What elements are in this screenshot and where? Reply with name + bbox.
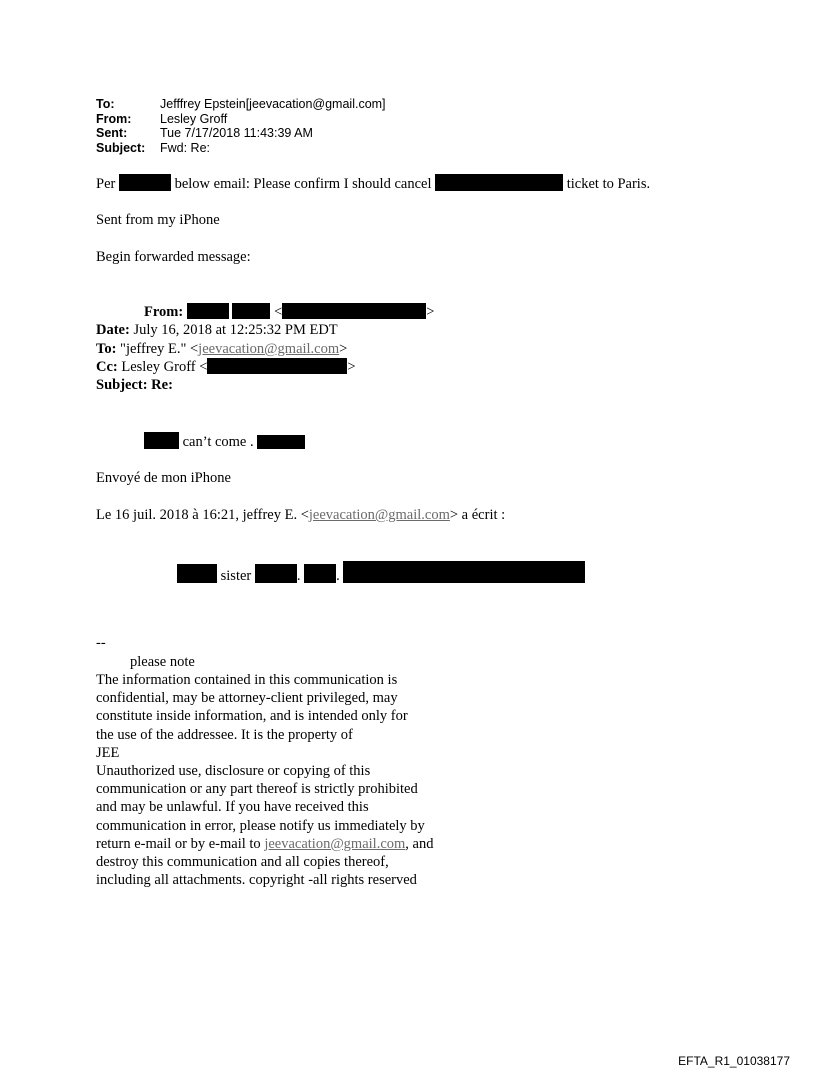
disclaimer-line: The information contained in this communication is [96,672,398,688]
disclaimer-line: confidential, may be attorney-client privileged, may [96,690,398,707]
disclaimer-line: communication or any part thereof is strictly prohibited [96,781,418,798]
disclaimer-line: destroy this communication and all copies thereof, [96,854,389,871]
redaction-box [343,561,585,583]
fwd-to-gt: > [339,341,348,357]
redaction-box [187,303,229,319]
redaction-box [255,564,297,583]
disclaimer-line: and may be unlawful. If you have received this [96,799,369,816]
fwd-from-gt: > [426,304,435,320]
quoted-sister: sister [220,568,252,584]
body-line-cancel [96,174,650,193]
header-subject-row [96,141,386,156]
fwd-subject-row: Subject: Re: [96,377,173,393]
reply-cant-come-line [144,432,305,451]
fwd-to-row [96,340,347,358]
header-to-value: Jefffrey Epstein[jeevacation@gmail.com] [160,97,386,111]
header-sent-value: Tue 7/17/2018 11:43:39 AM [160,126,313,140]
disclaimer-line: the use of the addressee. It is the property of [96,726,353,743]
disclaimer-line [96,835,433,853]
redaction-box [177,564,217,583]
disclaimer-line: Unauthorized use, disclosure or copying of this [96,763,371,780]
fwd-from-lt: < [274,304,283,320]
quoted-intro-email-link[interactable]: jeevacation@gmail.com [308,507,450,523]
body-confirm-text: below email: Please confirm I should cancel [174,176,432,192]
header-to-row [96,97,386,112]
header-sent-label: Sent: [96,126,128,140]
redaction-box [144,432,179,449]
quoted-intro-suffix: > a écrit : [449,507,506,523]
disclaimer-block [96,671,433,889]
fwd-date-row [96,321,338,339]
disclaimer-email-link[interactable]: jeevacation@gmail.com [264,835,406,852]
body-per: Per [96,176,116,192]
disclaimer-and-text: , and [405,835,434,852]
disclaimer-please-note: please note [130,654,195,670]
quoted-dot-1: . [296,568,301,584]
header-subject-label: Subject: [96,140,146,155]
header-from-label: From: [96,111,132,126]
header-from-row [96,112,386,127]
redaction-box [119,174,171,191]
quoted-intro-line [96,506,505,524]
disclaimer-return-text: return e-mail or by e-mail to [96,835,265,852]
disclaimer-line: JEE [96,744,120,761]
email-header [96,97,386,155]
fwd-cc-gt: > [347,359,356,375]
body-ticket-text: ticket to Paris. [566,176,651,192]
header-sent-row [96,126,386,141]
fwd-to-email-link[interactable]: jeevacation@gmail.com [198,341,340,357]
header-subject-value: Fwd: Re: [160,140,211,155]
redaction-box [282,303,426,319]
redaction-box [257,435,305,449]
fwd-from-row [144,303,434,321]
fwd-to-name: "jeffrey E." < [120,341,199,357]
disclaimer-line: including all attachments. copyright -all rights reserved [96,872,417,889]
fwd-cc-label: Cc: [96,359,118,375]
fwd-cc-name: Lesley Groff < [121,359,208,375]
fwd-date-value: July 16, 2018 at 12:25:32 PM EDT [133,322,338,338]
redaction-box [435,174,563,191]
header-from-value: Lesley Groff [160,111,228,126]
fwd-date-label: Date: [96,322,130,338]
redaction-box [304,564,336,583]
sent-from-iphone: Sent from my iPhone [96,212,220,228]
disclaimer-line: communication in error, please notify us immediately by [96,817,425,834]
header-to-label: To: [96,97,115,111]
fwd-to-label: To: [96,341,117,357]
quoted-dot-2: . [336,568,340,584]
redaction-box [232,303,270,319]
redaction-box [207,358,347,374]
reply-cant-come: can’t come . [182,434,254,450]
begin-forwarded: Begin forwarded message: [96,249,251,265]
quoted-intro-prefix: Le 16 juil. 2018 à 16:21, jeffrey E. < [96,507,309,523]
quoted-sister-line [177,561,585,585]
disclaimer-line: constitute inside information, and is intended only for [96,708,408,725]
fwd-cc-row [96,358,356,376]
envoye-de-mon-iphone: Envoyé de mon iPhone [96,470,231,486]
bates-number: EFTA_R1_01038177 [678,1054,790,1068]
fwd-from-label: From: [144,304,184,320]
signature-dashes: -- [96,635,106,651]
